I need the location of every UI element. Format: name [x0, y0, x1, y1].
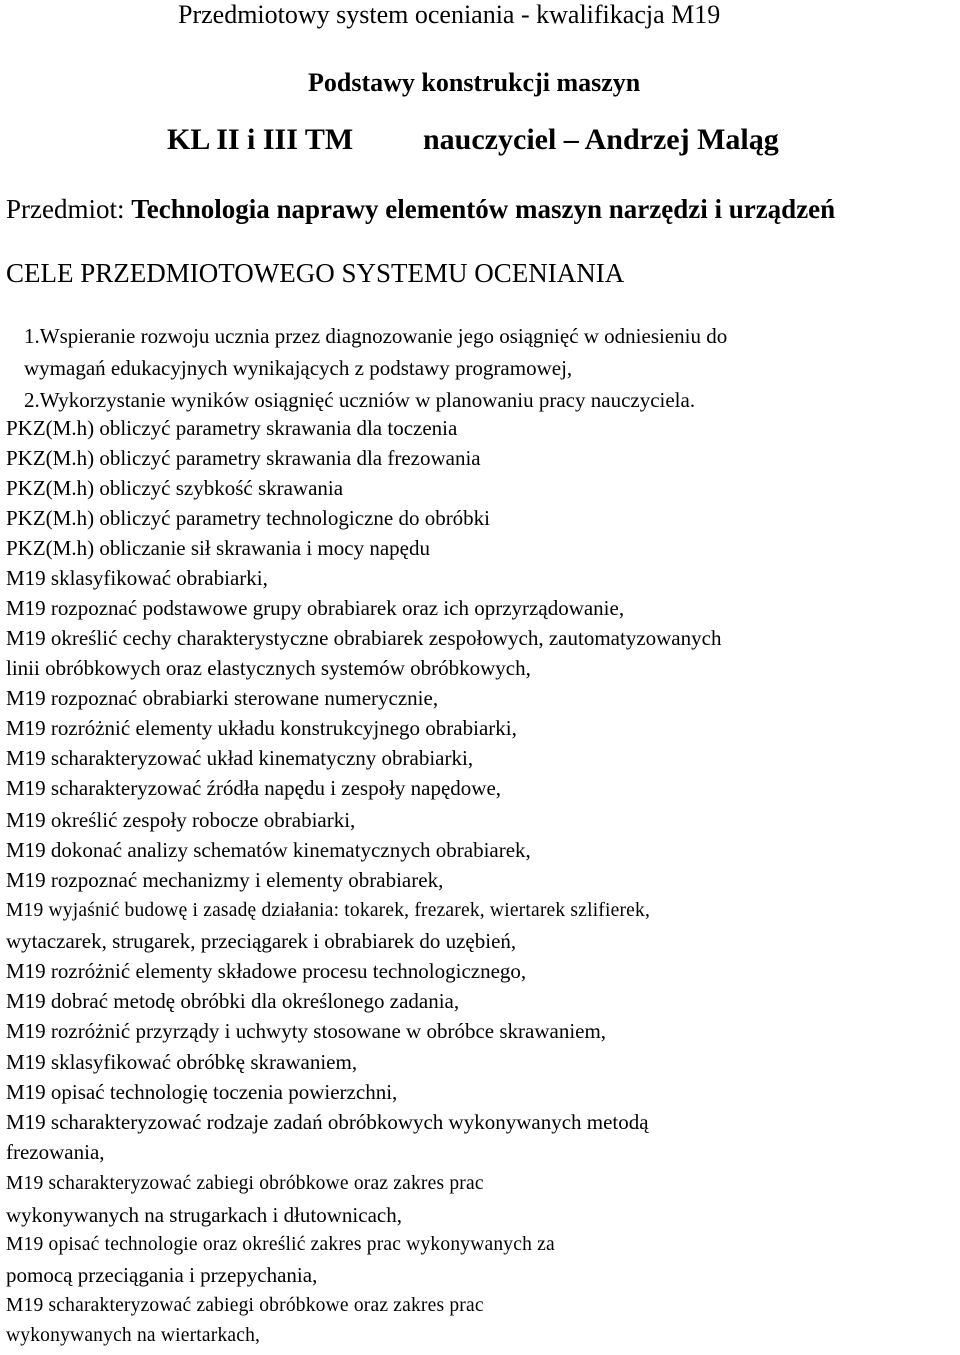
list-item: M19 opisać technologię toczenia powierzchni, [6, 1080, 398, 1104]
list-item: M19 scharakteryzować zabiegi obróbkowe oraz zakres prac [6, 1173, 484, 1194]
list-item: M19 dobrać metodę obróbki dla określonego zadania, [6, 989, 460, 1013]
list-item: M19 określić zespoły robocze obrabiarki, [6, 808, 356, 832]
list-item: M19 rozróżnić elementy składowe procesu technologicznego, [6, 959, 527, 983]
subject-name: Technologia naprawy elementów maszyn narzędzi i urządzeń [131, 194, 836, 224]
teacher-label: nauczyciel – Andrzej Maląg [423, 123, 779, 156]
list-item: M19 sklasyfikować obróbkę skrawaniem, [6, 1050, 358, 1074]
goal-item-1-line-1: 1.Wspieranie rozwoju ucznia przez diagnozowanie jego osiągnięć w odniesieniu do [24, 324, 728, 348]
classes-label: KL II i III TM [167, 123, 354, 156]
list-item: wykonywanych na wiertarkach, [6, 1325, 261, 1346]
list-item: M19 opisać technologie oraz określić zakres prac wykonywanych za [6, 1234, 555, 1255]
list-item: M19 określić cechy charakterystyczne obrabiarek zespołowych, zautomatyzowanych [6, 626, 722, 650]
list-item: PKZ(M.h) obliczyć szybkość skrawania [6, 476, 344, 500]
list-item: M19 scharakteryzować źródła napędu i zespoły napędowe, [6, 776, 502, 800]
list-item: M19 scharakteryzować układ kinematyczny obrabiarki, [6, 746, 474, 770]
list-item: M19 rozróżnić przyrządy i uchwyty stosowane w obróbce skrawaniem, [6, 1019, 607, 1043]
goals-heading: CELE PRZEDMIOTOWEGO SYSTEMU OCENIANIA [6, 258, 625, 288]
list-item: M19 rozpoznać obrabiarki sterowane numerycznie, [6, 686, 439, 710]
list-item: pomocą przeciągania i przepychania, [6, 1263, 318, 1287]
list-item: frezowania, [6, 1140, 105, 1164]
list-item: wytaczarek, strugarek, przeciągarek i obrabiarek do uzębień, [6, 929, 517, 953]
subject-prefix: Przedmiot: [6, 194, 132, 224]
subject-line [6, 196, 835, 223]
list-item: M19 rozpoznać mechanizmy i elementy obrabiarek, [6, 868, 444, 892]
list-item: wykonywanych na strugarkach i dłutownicach, [6, 1203, 402, 1227]
list-item: M19 scharakteryzować rodzaje zadań obróbkowych wykonywanych metodą [6, 1110, 649, 1134]
list-item: M19 rozpoznać podstawowe grupy obrabiarek oraz ich oprzyrządowanie, [6, 596, 625, 620]
list-item: linii obróbkowych oraz elastycznych systemów obróbkowych, [6, 656, 531, 680]
list-item: M19 rozróżnić elementy układu konstrukcyjnego obrabiarki, [6, 716, 517, 740]
subject-basis-title: Podstawy konstrukcji maszyn [308, 68, 641, 97]
list-item: M19 dokonać analizy schematów kinematycznych obrabiarek, [6, 838, 531, 862]
list-item: M19 wyjaśnić budowę i zasadę działania: tokarek, frezarek, wiertarek szlifierek, [6, 900, 651, 921]
list-item: PKZ(M.h) obliczyć parametry skrawania dla frezowania [6, 446, 481, 470]
goal-item-2: 2.Wykorzystanie wyników osiągnięć uczniów w planowaniu pracy nauczyciela. [24, 388, 696, 412]
list-item: M19 scharakteryzować zabiegi obróbkowe oraz zakres prac [6, 1295, 484, 1316]
list-item: PKZ(M.h) obliczyć parametry skrawania dla toczenia [6, 416, 458, 440]
system-title: Przedmiotowy system oceniania - kwalifikacja M19 [178, 0, 721, 29]
list-item: M19 sklasyfikować obrabiarki, [6, 566, 268, 590]
goal-item-1-line-2: wymagań edukacyjnych wynikających z podstawy programowej, [24, 356, 573, 380]
list-item: PKZ(M.h) obliczanie sił skrawania i mocy napędu [6, 536, 430, 560]
list-item: PKZ(M.h) obliczyć parametry technologiczne do obróbki [6, 506, 491, 530]
